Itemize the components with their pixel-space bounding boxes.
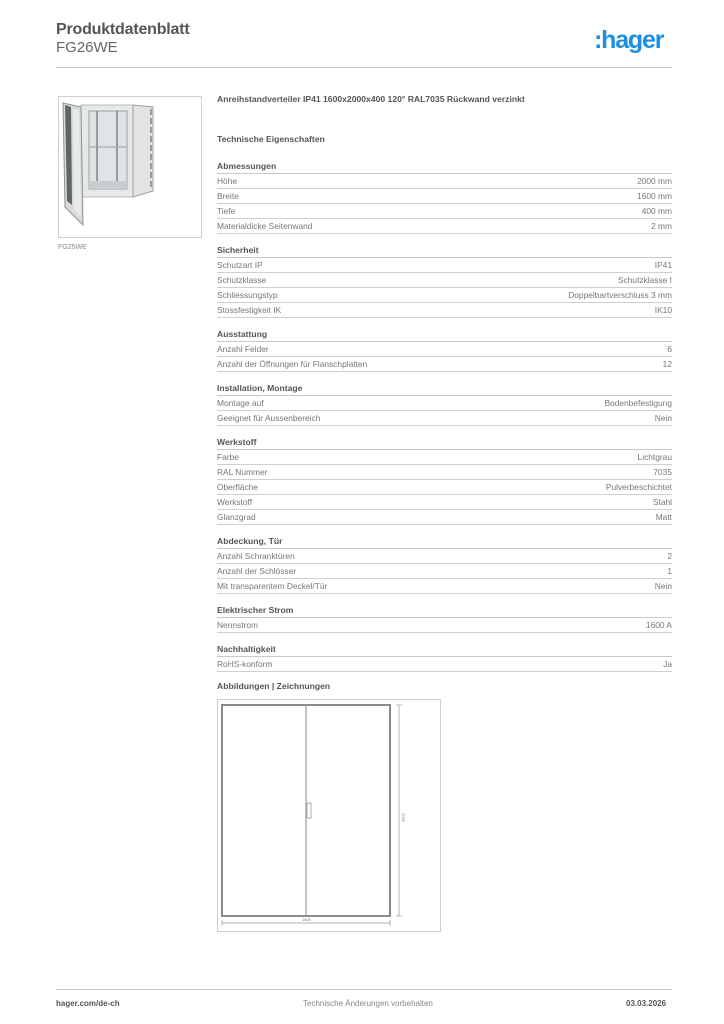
- spec-row: [217, 174, 672, 189]
- spec-value: Ja: [663, 659, 672, 669]
- spec-row: [217, 258, 672, 273]
- spec-column: [217, 94, 672, 672]
- spec-row: [217, 288, 672, 303]
- spec-label: RAL Nummer: [217, 467, 268, 477]
- technical-drawing: [217, 699, 441, 932]
- spec-value: Pulverbeschichtet: [605, 482, 672, 492]
- spec-value: IK10: [654, 305, 672, 315]
- spec-label: Tiefe: [217, 206, 236, 216]
- spec-label: Anzahl der Schlösser: [217, 566, 297, 576]
- section-nachhaltigkeit: [217, 643, 672, 672]
- section-title: Installation, Montage: [217, 382, 672, 396]
- section-elektrischer-strom: [217, 604, 672, 633]
- section-installation: [217, 382, 672, 426]
- tech-properties-heading: Technische Eigenschaften: [217, 134, 325, 144]
- spec-row: [217, 204, 672, 219]
- page-title: Produktdatenblatt: [56, 21, 190, 38]
- spec-row: [217, 495, 672, 510]
- spec-row: [217, 411, 672, 426]
- spec-row: [217, 450, 672, 465]
- product-code: FG26WE: [56, 39, 118, 56]
- spec-value: 2000 mm: [637, 176, 672, 186]
- spec-label: Anzahl Felder: [217, 344, 269, 354]
- spec-label: Nennstrom: [217, 620, 258, 630]
- spec-row: [217, 342, 672, 357]
- spec-value: 2 mm: [651, 221, 672, 231]
- spec-row: [217, 549, 672, 564]
- spec-row: [217, 579, 672, 594]
- header-divider: [56, 67, 672, 68]
- spec-row: [217, 618, 672, 633]
- spec-value: IP41: [654, 260, 672, 270]
- spec-row: [217, 219, 672, 234]
- spec-label: Schutzart IP: [217, 260, 263, 270]
- spec-label: Farbe: [217, 452, 239, 462]
- footer-date: 03.03.2026: [626, 999, 667, 1008]
- logo-colon: :: [594, 26, 602, 54]
- spec-row: [217, 303, 672, 318]
- spec-row: [217, 396, 672, 411]
- spec-row: [217, 480, 672, 495]
- spec-row: [217, 510, 672, 525]
- cabinet-photo-icon: [59, 97, 201, 237]
- section-abmessungen: [217, 160, 672, 234]
- spec-label: Höhe: [217, 176, 238, 186]
- spec-value: 400 mm: [641, 206, 672, 216]
- spec-value: 1: [667, 566, 672, 576]
- spec-row: [217, 564, 672, 579]
- spec-value: 7035: [653, 467, 672, 477]
- product-description: Anreihstandverteiler IP41 1600x2000x400 120° RAL7035 Rückwand verzinkt: [217, 94, 525, 104]
- spec-label: RoHS-konform: [217, 659, 273, 669]
- logo-text: hager: [601, 26, 664, 54]
- spec-label: Anzahl der Öffnungen für Flanschplatten: [217, 359, 368, 369]
- spec-label: Oberfläche: [217, 482, 258, 492]
- spec-value: 6: [667, 344, 672, 354]
- section-ausstattung: [217, 328, 672, 372]
- spec-value: Schutzklasse I: [618, 275, 672, 285]
- spec-value: 2: [667, 551, 672, 561]
- spec-row: [217, 465, 672, 480]
- figures-heading: Abbildungen | Zeichnungen: [217, 681, 331, 691]
- spec-value: Nein: [654, 581, 672, 591]
- spec-row: [217, 273, 672, 288]
- width-dimension: 1600: [302, 917, 311, 922]
- section-title: Abdeckung, Tür: [217, 535, 672, 549]
- spec-value: Lichtgrau: [637, 452, 672, 462]
- spec-value: Nein: [654, 413, 672, 423]
- spec-value: Matt: [655, 512, 672, 522]
- section-sicherheit: [217, 244, 672, 318]
- spec-label: Mit transparentem Deckel/Tür: [217, 581, 328, 591]
- cabinet-front-drawing-icon: [218, 700, 440, 931]
- spec-label: Geeignet für Aussenbereich: [217, 413, 321, 423]
- hager-logo: [594, 26, 663, 55]
- footer-website-link[interactable]: hager.com/de-ch: [56, 999, 120, 1008]
- spec-label: Werkstoff: [217, 497, 253, 507]
- section-abdeckung: [217, 535, 672, 594]
- product-image: [58, 96, 202, 238]
- section-title: Werkstoff: [217, 436, 672, 450]
- spec-value: Doppelbartverschluss 3 mm: [568, 290, 672, 300]
- section-werkstoff: [217, 436, 672, 525]
- spec-row: [217, 657, 672, 672]
- spec-value: 12: [662, 359, 672, 369]
- section-title: Ausstattung: [217, 328, 672, 342]
- spec-value: 1600 mm: [637, 191, 672, 201]
- spec-label: Schliessungstyp: [217, 290, 278, 300]
- spec-value: Bodenbefestigung: [604, 398, 672, 408]
- spec-label: Anzahl Schranktüren: [217, 551, 295, 561]
- spec-label: Breite: [217, 191, 239, 201]
- section-title: Abmessungen: [217, 160, 672, 174]
- spec-value: 1600 A: [645, 620, 672, 630]
- spec-label: Schutzklasse: [217, 275, 267, 285]
- footer-notice: Technische Änderungen vorbehalten: [303, 999, 433, 1008]
- section-title: Sicherheit: [217, 244, 672, 258]
- section-title: Elektrischer Strom: [217, 604, 672, 618]
- spec-label: Materialdicke Seitenwand: [217, 221, 313, 231]
- spec-row: [217, 189, 672, 204]
- spec-row: [217, 357, 672, 372]
- spec-label: Montage auf: [217, 398, 264, 408]
- section-title: Nachhaltigkeit: [217, 643, 672, 657]
- height-dimension: 2000: [401, 813, 406, 822]
- spec-label: Glanzgrad: [217, 512, 256, 522]
- product-image-caption: FG25WE: [58, 244, 87, 251]
- spec-value: Stahl: [652, 497, 672, 507]
- footer-divider: [56, 989, 672, 990]
- spec-label: Stossfestigkeit IK: [217, 305, 282, 315]
